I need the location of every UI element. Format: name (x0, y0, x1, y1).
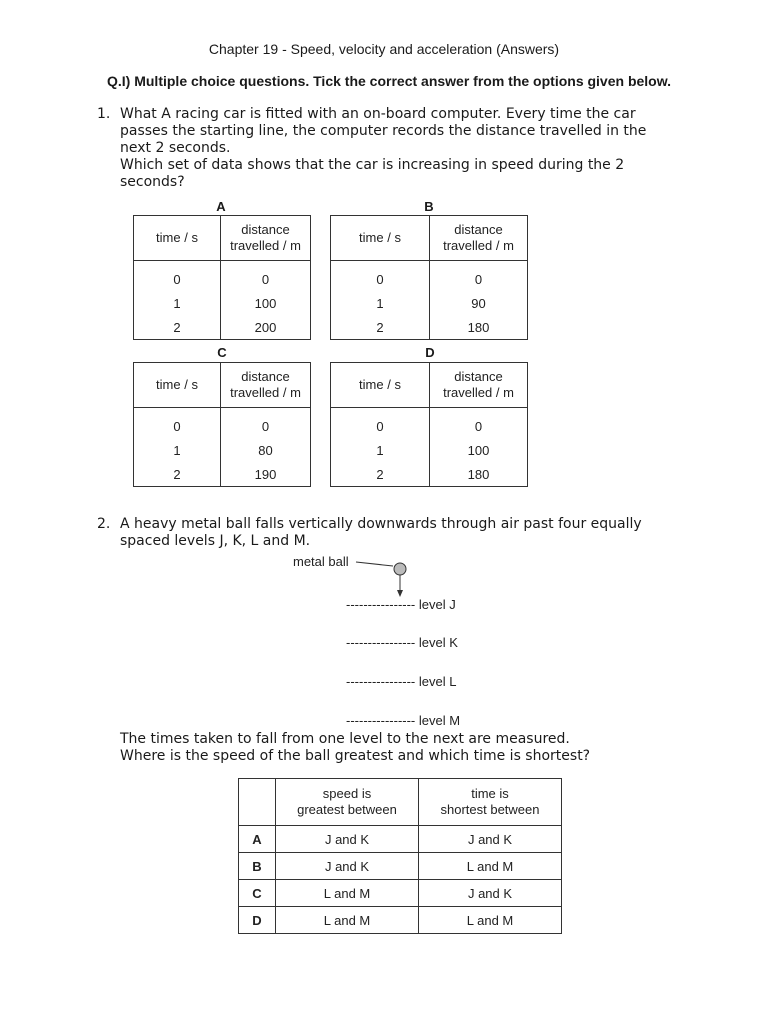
col-time-header: time / s (331, 216, 430, 261)
table-b-label: B (424, 199, 434, 214)
answer-options-table (238, 778, 562, 934)
table-row (239, 853, 562, 880)
level-l: ---------------- level L (346, 674, 457, 689)
table-cell: 180 (467, 319, 490, 335)
col-speed-header: speed is greatest between (276, 779, 419, 826)
table-cell: 90 (471, 295, 486, 311)
metal-ball-label: metal ball (293, 554, 349, 569)
table-cell: 0 (474, 271, 483, 287)
table-cell: 2 (134, 315, 221, 340)
question-1-line: next 2 seconds. (120, 140, 231, 156)
table-row (239, 826, 562, 853)
question-1-line: What A racing car is fitted with an on-board computer. Every time the car (120, 106, 636, 122)
table-cell: 2 (331, 462, 430, 487)
question-2-followup (120, 731, 590, 765)
page-title: Chapter 19 - Speed, velocity and acceleration (Answers) (208, 41, 560, 57)
data-table-c (133, 362, 311, 487)
leader-line (356, 562, 393, 566)
table-cell: 0 (134, 414, 221, 438)
table-cell: 2 (331, 315, 430, 340)
option-label: C (239, 880, 276, 907)
question-2-line: A heavy metal ball falls vertically downwards through air past four equally (120, 516, 642, 532)
table-cell: 1 (134, 291, 221, 315)
table-a-label: A (216, 199, 226, 214)
question-1-line: passes the starting line, the computer records the distance travelled in the (120, 123, 647, 139)
data-table-a (133, 215, 311, 340)
col-distance-header: distance travelled / m (221, 363, 311, 408)
table-cell (239, 779, 276, 826)
col-time-header: time is shortest between (419, 779, 562, 826)
table-row (239, 907, 562, 934)
table-cell: 1 (331, 291, 430, 315)
table-cell: J and K (419, 880, 562, 907)
table-cell: 0 (261, 271, 270, 287)
col-time-header: time / s (134, 363, 221, 408)
table-cell: 0 (331, 414, 430, 438)
table-cell: 80 (258, 442, 273, 458)
question-1-line: Which set of data shows that the car is increasing in speed during the 2 (120, 157, 625, 173)
table-cell: 200 (254, 319, 277, 335)
col-distance-header: distance travelled / m (430, 363, 528, 408)
question-2-number: 2. (97, 516, 111, 532)
level-m: ---------------- level M (346, 713, 461, 728)
table-cell: 100 (467, 442, 490, 458)
question-1-text (120, 106, 646, 191)
col-time-header: time / s (134, 216, 221, 261)
table-cell: 0 (261, 418, 270, 434)
table-cell: 0 (134, 267, 221, 291)
table-cell: 180 (467, 466, 490, 482)
question-2-text (120, 516, 642, 550)
option-label: D (239, 907, 276, 934)
data-table-b (330, 215, 528, 340)
table-c-label: C (217, 345, 227, 360)
table-cell: J and K (276, 826, 419, 853)
section-heading: Q.I) Multiple choice questions. Tick the correct answer from the options given below. (107, 73, 671, 89)
question-2-line: The times taken to fall from one level to the next are measured. (120, 731, 570, 747)
col-distance-header: distance travelled / m (221, 216, 311, 261)
table-cell: 1 (331, 438, 430, 462)
table-cell: J and K (419, 826, 562, 853)
arrow-down-icon (397, 590, 403, 597)
level-k: ---------------- level K (346, 635, 458, 650)
table-cell: J and K (276, 853, 419, 880)
data-table-d (330, 362, 528, 487)
option-label: A (239, 826, 276, 853)
table-cell: 0 (331, 267, 430, 291)
col-distance-header: distance travelled / m (430, 216, 528, 261)
table-cell: L and M (419, 907, 562, 934)
table-cell: 190 (254, 466, 277, 482)
table-cell: 1 (134, 438, 221, 462)
question-2-line: Where is the speed of the ball greatest and which time is shortest? (120, 748, 591, 764)
question-1-number: 1. (97, 106, 111, 122)
level-j: ---------------- level J (346, 597, 456, 612)
question-2-line: spaced levels J, K, L and M. (120, 533, 311, 549)
table-cell: L and M (276, 880, 419, 907)
option-label: B (239, 853, 276, 880)
question-1-line: seconds? (120, 174, 185, 190)
table-cell: 100 (254, 295, 277, 311)
metal-ball-icon (394, 563, 406, 575)
table-cell: 0 (474, 418, 483, 434)
table-cell: L and M (276, 907, 419, 934)
table-d-label: D (425, 345, 435, 360)
table-cell: 2 (134, 462, 221, 487)
table-row (239, 880, 562, 907)
col-time-header: time / s (331, 363, 430, 408)
table-cell: L and M (419, 853, 562, 880)
